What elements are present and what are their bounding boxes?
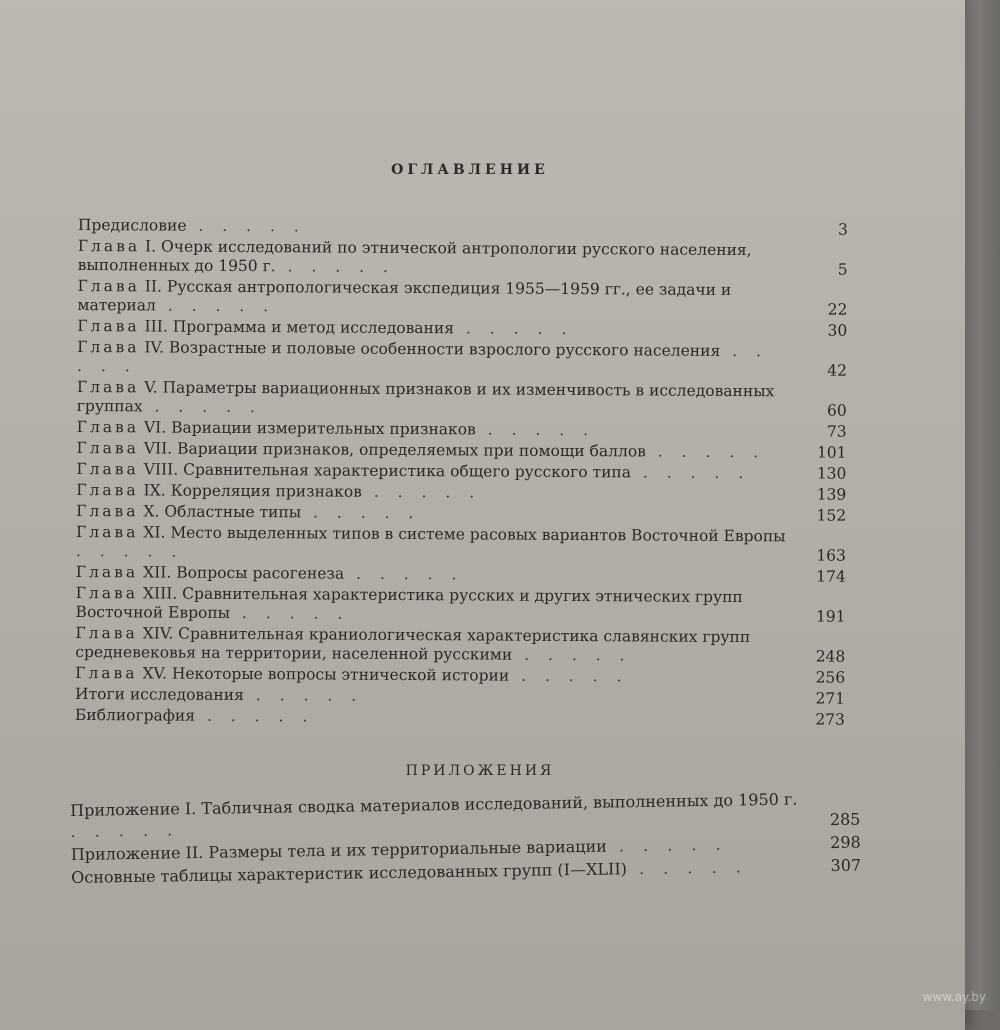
leader-dots: . . . . .: [194, 706, 315, 726]
toc-entry: [76, 523, 846, 566]
entry-title: X. Областные типы: [143, 502, 302, 522]
entry-text-wrap: [77, 317, 847, 341]
entry-text-wrap: [75, 624, 845, 667]
entry-page-number: 298: [830, 832, 861, 853]
entry-label: Глава: [77, 316, 140, 336]
appendix-heading: ПРИЛОЖЕНИЯ: [405, 763, 555, 779]
leader-dots: . . . . .: [645, 442, 766, 462]
entry-text-wrap: [77, 439, 847, 463]
entry-text-wrap: [76, 481, 846, 505]
entry-title: VII. Вариации признаков, определяемых при помощи баллов: [143, 439, 646, 461]
entry-title: III. Программа и метод исследования: [144, 317, 455, 338]
entry-page-number: 307: [830, 855, 862, 876]
entry-title: IX. Корреляция признаков: [143, 481, 362, 501]
entry-label: Глава: [75, 623, 138, 643]
leader-dots: . . . . .: [229, 603, 350, 623]
entry-title: XIII. Сравнительная характеристика русских и других этнических групп Восточной Европы: [75, 584, 743, 622]
leader-dots: . . . . .: [75, 541, 184, 561]
entry-title: XII. Вопросы расогенеза: [143, 563, 345, 583]
entry-text-wrap: [76, 523, 846, 566]
entry-title: I. Очерк исследований по этнической антропологии русского населения, выполненных до 1950 г.: [77, 237, 752, 276]
entry-page-number: 30: [827, 321, 848, 340]
entry-text-wrap: [75, 706, 845, 730]
entry-page-number: 101: [816, 443, 847, 462]
toc-entry: [76, 481, 846, 505]
leader-dots: . . . . .: [275, 257, 395, 276]
entry-text-wrap: [75, 664, 845, 688]
entry-text-wrap: [77, 418, 847, 442]
entry-page-number: 139: [816, 485, 847, 504]
entry-label: Глава: [75, 663, 138, 683]
entry-page-number: 285: [829, 809, 861, 830]
entry-text-wrap: [76, 584, 846, 627]
entry-page-number: 42: [827, 361, 848, 380]
toc-list: [75, 216, 848, 732]
entry-text-wrap: [77, 338, 847, 381]
leader-dots: . . . . .: [77, 341, 769, 376]
entry-label: Глава: [76, 377, 140, 397]
entry-text-wrap: [77, 277, 847, 320]
entry-title: Основные таблицы характеристик исследованных групп (I—XLII): [71, 859, 628, 887]
entry-page-number: 22: [827, 300, 848, 319]
entry-label: Глава: [77, 236, 141, 256]
entry-title: XV. Некоторые вопросы этнической истории: [142, 664, 510, 685]
entry-label: Глава: [76, 438, 139, 458]
entry-label: Глава: [77, 337, 140, 357]
toc-entry: [75, 685, 845, 709]
toc-entry: [77, 378, 847, 421]
watermark: www.ay.by: [922, 990, 986, 1004]
leader-dots: . . . . .: [475, 420, 596, 440]
entry-label: Глава: [76, 522, 139, 542]
entry-label: Глава: [75, 562, 139, 582]
toc-entry: [75, 664, 845, 688]
entry-title: V. Параметры вариационных признаков и их изменчивость в исследованных группах: [76, 378, 775, 416]
entry-title: VIII. Сравнительная характеристика общего русского типа: [143, 460, 632, 482]
entry-label: Глава: [76, 501, 139, 521]
toc-entry: [77, 317, 847, 341]
entry-label: Глава: [77, 276, 140, 296]
leader-dots: . . . . .: [344, 564, 464, 584]
entry-text-wrap: [78, 216, 848, 240]
leader-dots: . . . . .: [512, 645, 632, 665]
toc-entry: [76, 584, 846, 627]
entry-page-number: 5: [837, 260, 848, 279]
toc-entry: [76, 460, 846, 484]
entry-page-number: 152: [816, 506, 847, 525]
entry-text-wrap: [78, 237, 848, 280]
leader-dots: . . . . .: [142, 397, 262, 417]
toc-entry: [75, 624, 845, 667]
leader-dots: . . . . .: [361, 482, 482, 502]
entry-title: IV. Возрастные и половые особенности взрослого русского населения: [144, 338, 721, 360]
leader-dots: . . . . .: [626, 857, 748, 879]
entry-text-wrap: [76, 563, 846, 587]
toc-entry: [77, 277, 847, 320]
entry-page-number: 256: [815, 668, 846, 687]
entry-text-wrap: [75, 685, 845, 709]
toc-entry: [77, 338, 847, 381]
entry-label: Глава: [76, 480, 139, 500]
entry-page-number: 174: [816, 567, 846, 586]
entry-title: Предисловие: [77, 216, 187, 235]
entry-page-number: 191: [815, 607, 846, 626]
entry-page-number: 163: [816, 546, 846, 565]
entry-text-wrap: [76, 460, 846, 484]
leader-dots: . . . . .: [186, 216, 306, 236]
appendix-list: [70, 788, 861, 890]
entry-title: VI. Вариации измерительных признаков: [143, 418, 476, 439]
entry-page-number: 248: [815, 647, 846, 666]
leader-dots: . . . . .: [155, 296, 276, 316]
toc-entry: [75, 706, 845, 730]
entry-label: Глава: [75, 583, 139, 603]
toc-entry: [76, 502, 846, 526]
leader-dots: . . . . .: [509, 666, 629, 686]
entry-page-number: 60: [827, 401, 847, 420]
entry-title: Итоги исследования: [75, 684, 244, 705]
toc-entry: [78, 237, 848, 280]
toc-entry: [77, 418, 847, 442]
toc-entry: [77, 439, 847, 463]
entry-title: Приложение II. Размеры тела и их территориальные вариации: [70, 836, 607, 864]
entry-text-wrap: [76, 502, 846, 526]
entry-page-number: 273: [815, 710, 845, 729]
entry-page-number: 3: [838, 220, 848, 239]
entry-page-number: 73: [826, 422, 847, 441]
toc-entry: [76, 563, 846, 587]
leader-dots: . . . . .: [70, 820, 180, 841]
entry-label: Глава: [76, 417, 140, 437]
entry-title: Библиография: [74, 705, 196, 725]
page-title: ОГЛАВЛЕНИЕ: [391, 162, 549, 178]
entry-title: XI. Место выделенных типов в системе расовых вариантов Восточной Европы: [143, 523, 786, 546]
leader-dots: . . . . .: [453, 319, 574, 339]
leader-dots: . . . . .: [301, 503, 421, 523]
entry-title: XIV. Сравнительная краниологическая характеристика славянских групп средневековья на территории, населенной русскими: [75, 624, 751, 664]
entry-page-number: 130: [816, 464, 847, 483]
leader-dots: . . . . .: [243, 686, 364, 705]
leader-dots: . . . . .: [606, 834, 728, 856]
leader-dots: . . . . .: [630, 463, 751, 483]
entry-label: Глава: [76, 459, 139, 479]
entry-title: II. Русская антропологическая экспедиция 1955—1959 гг., ее задачи и материал: [77, 277, 732, 315]
entry-title: Приложение I. Табличная сводка материалов исследований, выполненных до 1950 г.: [70, 789, 798, 820]
entry-text-wrap: [77, 378, 847, 421]
toc-entry: [78, 216, 848, 240]
entry-page-number: 271: [815, 689, 846, 708]
